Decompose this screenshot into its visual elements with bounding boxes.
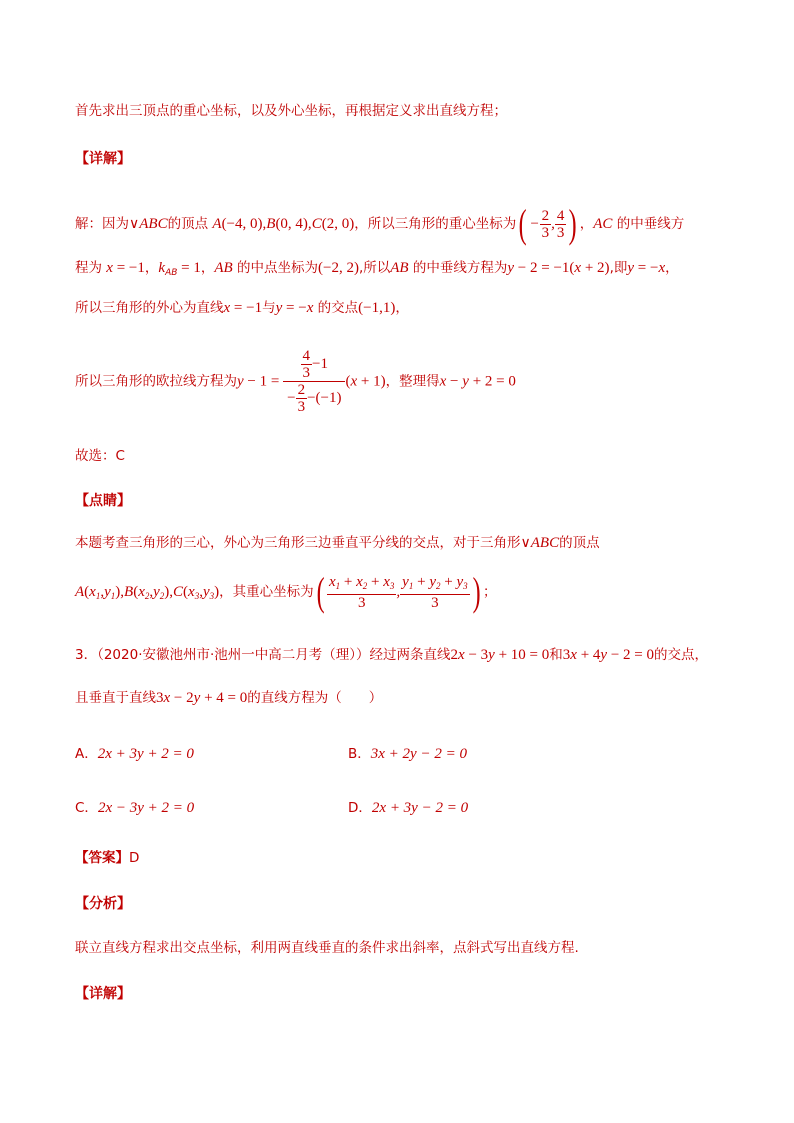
option-d[interactable]: D．2x + 3y − 2 = 0 bbox=[348, 800, 469, 816]
option-c-equation: 2x − 3y + 2 = 0 bbox=[97, 800, 195, 816]
left-paren: ( bbox=[518, 201, 527, 246]
right-paren: ) bbox=[569, 201, 578, 246]
triangle-name: ABC bbox=[139, 216, 168, 232]
euler-slope-fraction: $\frac{4}{3}$ −1 − $\frac{2}{3}$ −(−1) bbox=[283, 348, 345, 415]
solution-line-2: 程为 x = −1，$k_{AB} = 1$，AB 的中点坐标为(−2, 2),所以AB 的中垂线方程为y − 2 = −1(x + 2),即y = −x， bbox=[75, 260, 679, 278]
fraction-2-3: $\frac{2}{3}$ bbox=[541, 207, 550, 241]
line2-c: ,所以 bbox=[358, 260, 391, 276]
comment-text: 本题考查三角形的三心，外心为三角形三边垂直平分线的交点，对于三角形 bbox=[75, 535, 521, 551]
comment-heading: 【点睛】 bbox=[75, 493, 131, 509]
line3-a: 所以三角形的外心为直线 bbox=[75, 300, 224, 316]
solution-line-1: 解：因为∨ABC的顶点 A(−4, 0),B(0, 4),C(2, 0)，所以三角形的重心坐标为( − $\frac{2}{3}$ , $\frac{4}{3}$ ) ，AC 的中垂线方 bbox=[75, 201, 685, 246]
option-a[interactable]: A．2x + 3y + 2 = 0 bbox=[75, 746, 194, 762]
solution-line-4: 所以三角形的欧拉线方程为y − 1 = $\frac{4}{3}$ −1 − $\frac{2}{3}$ −(−1) (x + 1)，整理得x − y + 2 = 0 bbox=[75, 348, 516, 415]
q3-line2-b: 的直线方程为（ ） bbox=[247, 690, 383, 706]
option-a-equation: 2x + 3y + 2 = 0 bbox=[97, 746, 194, 762]
q3-prefix: 3．（2020·安徽池州市·池州一中高二月考（理））经过两条直线 bbox=[75, 647, 451, 663]
centroid-y-fraction: $\frac{y_1 + y_2 + y_3}{3}$ bbox=[402, 573, 468, 611]
centroid-text: ，所以三角形的重心坐标为 bbox=[354, 216, 517, 232]
option-d-equation: 2x + 3y − 2 = 0 bbox=[371, 800, 469, 816]
intro-text: 首先求出三顶点的重心坐标，以及外心坐标，再根据定义求出直线方程； bbox=[75, 103, 507, 119]
line3-c: 的交点 bbox=[317, 300, 359, 316]
question-3-line-2: 且垂直于直线3x − 2y + 4 = 0的直线方程为（ ） bbox=[75, 690, 383, 706]
comment-text-end: 的顶点 bbox=[559, 535, 600, 551]
vertex-list: A(−4, 0),B(0, 4),C(2, 0) bbox=[212, 216, 355, 232]
question-3-line-1: 3．（2020·安徽池州市·池州一中高二月考（理））经过两条直线2x − 3y + 10 = 0和3x + 4y − 2 = 0的交点， bbox=[75, 647, 708, 663]
option-c[interactable]: C．2x − 3y + 2 = 0 bbox=[75, 800, 195, 816]
line2-a: 程为 bbox=[75, 260, 102, 276]
fraction-4-3: $\frac{4}{3}$ bbox=[556, 207, 565, 241]
analysis-text: 联立直线方程求出交点坐标，利用两直线垂直的条件求出斜率，点斜式写出直线方程. bbox=[75, 940, 579, 956]
centroid-formula-line: $A(x_1,y_1),B(x_2,y_2),C(x_3,y_3)$，其重心坐标为( $\frac{x_1 + x_2 + x_3}{3}$ , $\frac{y_1 + y_2 + y_3}{3}$ ) ； bbox=[75, 569, 497, 614]
answer-line bbox=[75, 848, 139, 868]
option-b[interactable]: B．3x + 2y − 2 = 0 bbox=[348, 746, 467, 762]
detail-heading-2: 【详解】 bbox=[75, 986, 131, 1002]
q3-and: 和 bbox=[549, 647, 563, 663]
triangle-symbol: ∨ bbox=[129, 216, 140, 232]
line4-a: 所以三角形的欧拉线方程为 bbox=[75, 373, 237, 390]
line2-e: ,即 bbox=[609, 260, 628, 276]
comment-text-line: 本题考查三角形的三心，外心为三角形三边垂直平分线的交点，对于三角形∨ABC的顶点 bbox=[75, 535, 600, 551]
solution-line-3: 所以三角形的外心为直线x = −1与y = −x 的交点(−1,1)， bbox=[75, 300, 409, 316]
line2-d: 的中垂线方程为 bbox=[412, 260, 508, 276]
centroid-text-2: ，其重心坐标为 bbox=[219, 584, 314, 600]
analysis-heading: 【分析】 bbox=[75, 896, 131, 912]
q3-line2-a: 且垂直于直线 bbox=[75, 690, 156, 706]
vertex-word: 的顶点 bbox=[167, 216, 209, 232]
detail-heading: 【详解】 bbox=[75, 151, 131, 167]
line3-b: 与 bbox=[262, 300, 276, 316]
answer-choice-line: 故选：C bbox=[75, 448, 125, 464]
option-b-equation: 3x + 2y − 2 = 0 bbox=[370, 746, 467, 762]
answer-value: D bbox=[129, 850, 140, 866]
answer-heading: 【答案】 bbox=[75, 850, 129, 866]
centroid-x-fraction: $\frac{x_1 + x_2 + x_3}{3}$ bbox=[328, 573, 395, 611]
q3-end: 的交点， bbox=[654, 647, 708, 663]
line4-b: ，整理得 bbox=[385, 373, 440, 390]
ac-perp-text: 的中垂线方 bbox=[616, 216, 685, 232]
line2-b: 的中点坐标为 bbox=[237, 260, 318, 276]
solution-prefix: 解：因为 bbox=[75, 216, 129, 232]
